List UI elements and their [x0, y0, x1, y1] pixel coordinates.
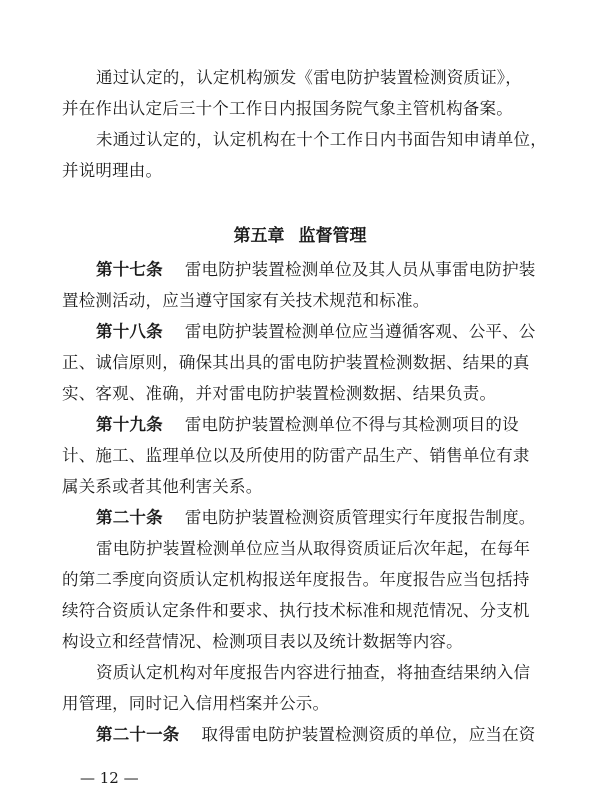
article-text: 取得雷电防护装置检测资质的单位，应当在资 — [201, 725, 536, 744]
paragraph-line: 资质认定机构对年度报告内容进行抽查，将抽查结果纳入信 — [96, 663, 531, 682]
article-17 — [0, 258, 600, 282]
paragraph-line: 续符合资质认定条件和要求、执行技术标准和规范情况、分支机 — [62, 601, 530, 620]
article-21 — [0, 723, 600, 747]
article-text: 雷电防护装置检测单位不得与其检测项目的设 — [184, 415, 519, 434]
paragraph-line: 通过认定的，认定机构颁发《雷电防护装置检测资质证》， — [96, 68, 522, 87]
article-text: 雷电防护装置检测资质管理实行年度报告制度。 — [184, 508, 536, 527]
paragraph-line: 置检测活动，应当遵守国家有关技术规范和标准。 — [62, 291, 430, 310]
paragraph-line: 并说明理由。 — [62, 161, 163, 180]
article-label: 第二十条 — [96, 508, 163, 527]
page-number: — 12 — — [80, 769, 139, 787]
paragraph-line: 未通过认定的，认定机构在十个工作日内书面告知申请单位， — [96, 130, 547, 149]
article-18 — [0, 320, 600, 344]
article-label: 第十九条 — [96, 415, 163, 434]
chapter-title: 监督管理 — [298, 226, 367, 246]
article-20 — [0, 506, 600, 530]
paragraph-line: 雷电防护装置检测单位应当从取得资质证后次年起，在每年 — [96, 539, 531, 558]
chapter-heading — [0, 224, 600, 248]
paragraph-line: 实、客观、准确，并对雷电防护装置检测数据、结果负责。 — [62, 384, 497, 403]
paragraph-line: 并在作出认定后三十个工作日内报国务院气象主管机构备案。 — [62, 99, 513, 118]
paragraph-line: 计、施工、监理单位以及所使用的防雷产品生产、销售单位有隶 — [62, 446, 530, 465]
paragraph-line: 构设立和经营情况、检测项目表以及统计数据等内容。 — [62, 632, 463, 651]
paragraph-line: 正、诚信原则，确保其出具的雷电防护装置检测数据、结果的真 — [62, 353, 530, 372]
article-label: 第二十一条 — [96, 725, 180, 744]
article-text: 雷电防护装置检测单位及其人员从事雷电防护装 — [184, 260, 536, 279]
chapter-number: 第五章 — [233, 226, 285, 246]
article-text: 雷电防护装置检测单位应当遵循客观、公平、公 — [184, 322, 536, 341]
article-label: 第十八条 — [96, 322, 163, 341]
paragraph-line: 用管理，同时记入信用档案并公示。 — [62, 694, 330, 713]
paragraph-line: 的第二季度向资质认定机构报送年度报告。年度报告应当包括持 — [62, 570, 530, 589]
article-label: 第十七条 — [96, 260, 163, 279]
paragraph-line: 属关系或者其他利害关系。 — [62, 477, 263, 496]
article-19 — [0, 413, 600, 437]
